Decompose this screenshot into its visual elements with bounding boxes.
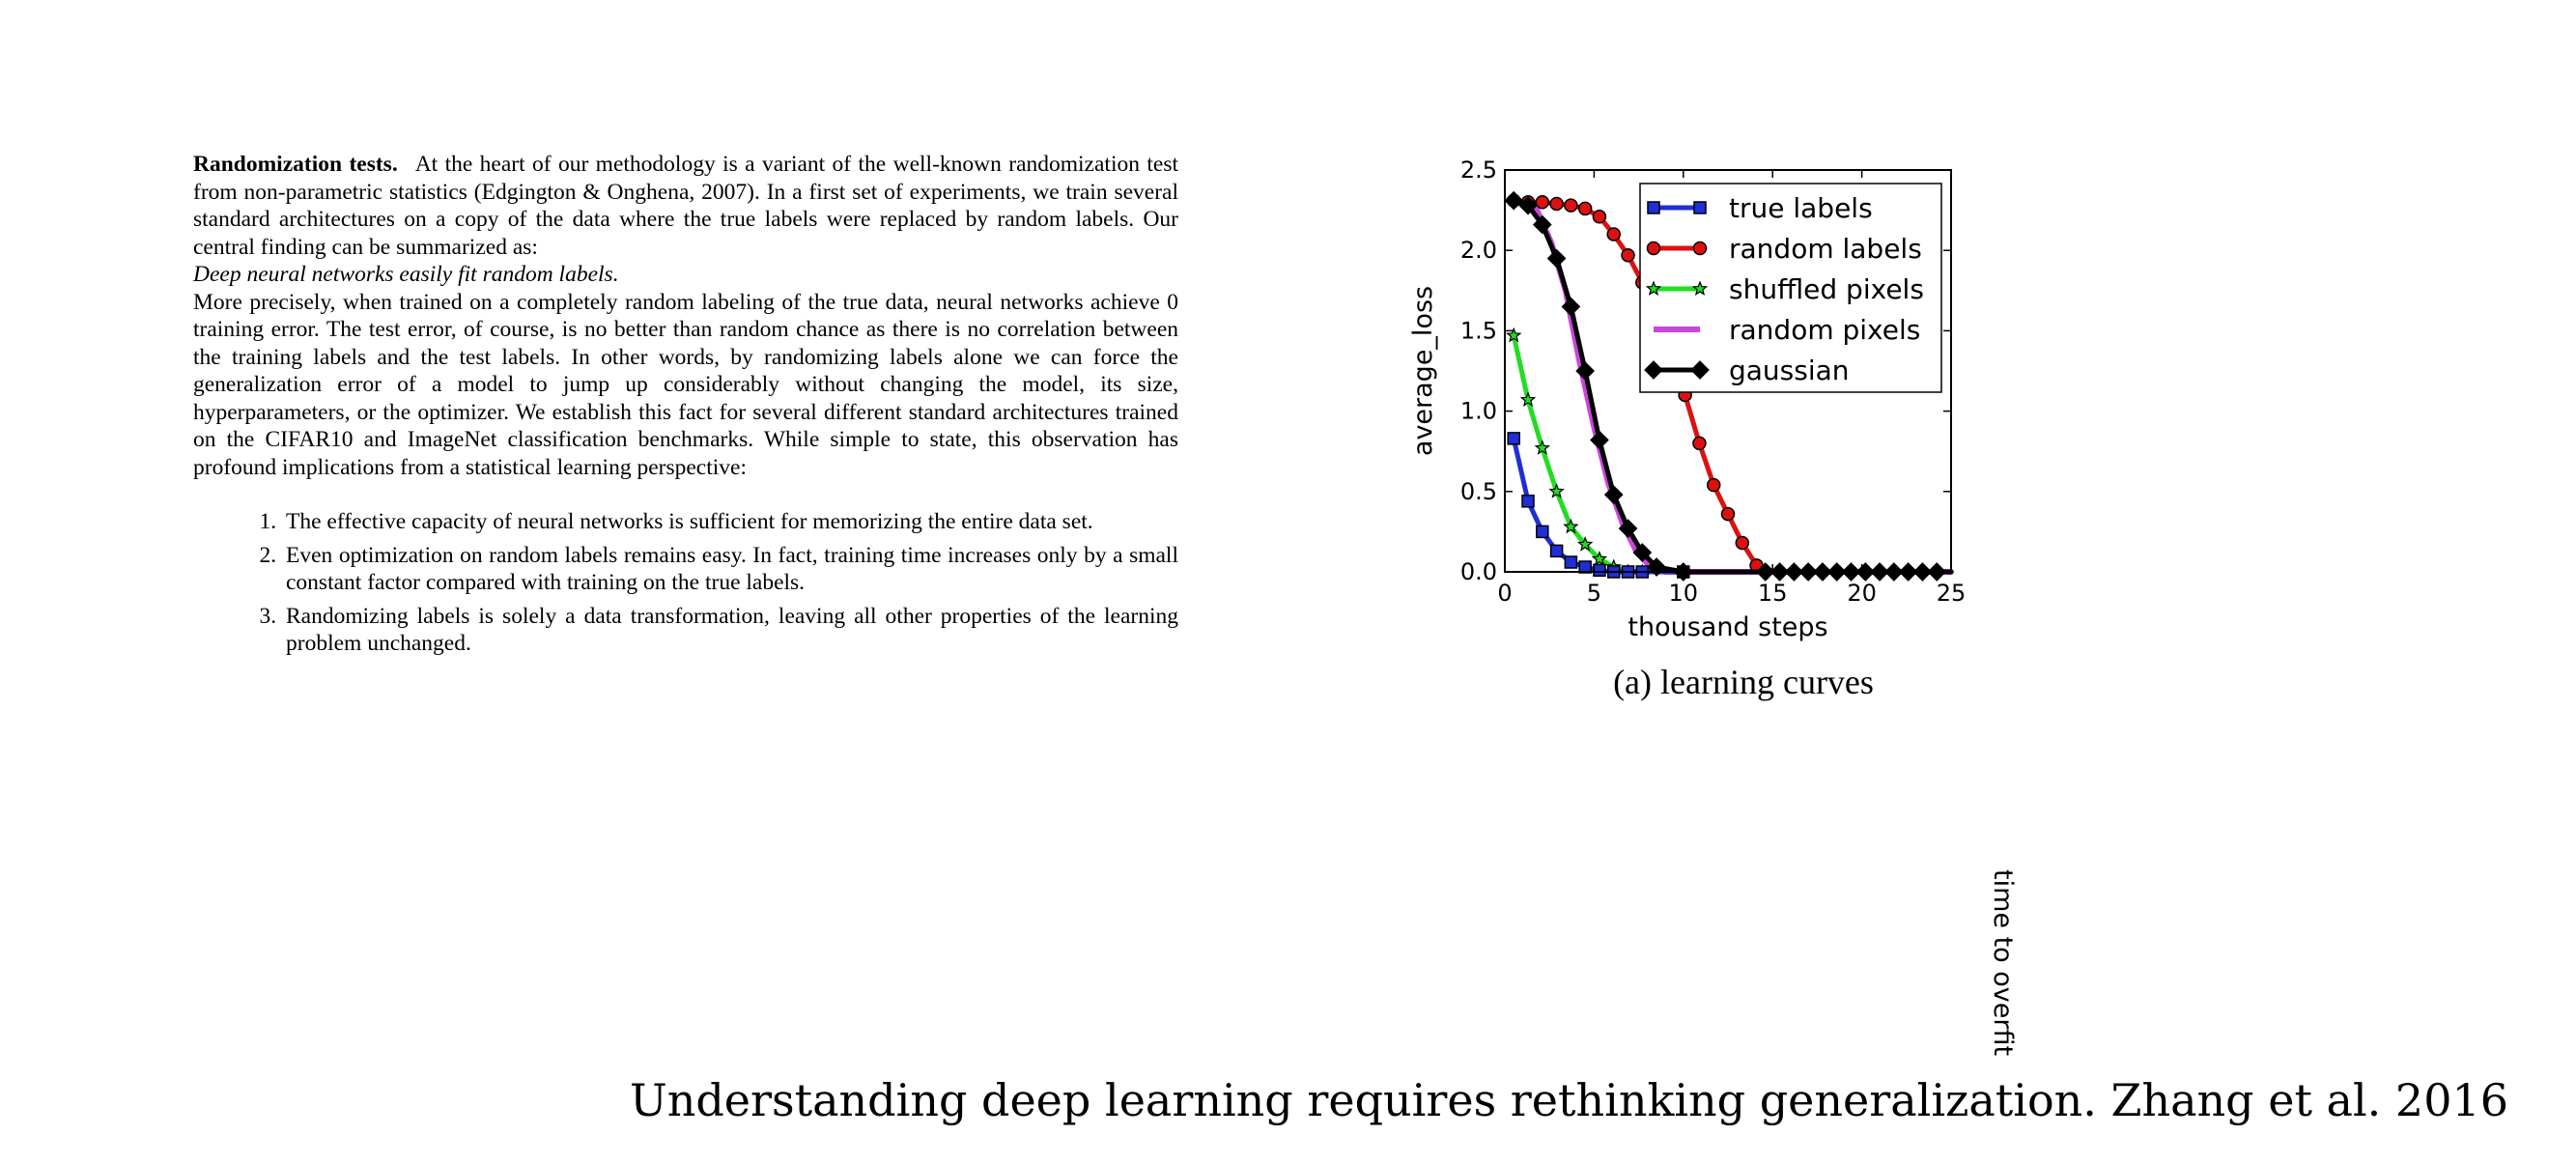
citation-footer: Understanding deep learning requires rethinking generalization. Zhang et al. 2016 bbox=[629, 1074, 2508, 1126]
y-tick-label: 1.5 bbox=[1459, 317, 1497, 345]
y-axis-title: average_loss bbox=[1408, 285, 1438, 457]
marker-shape bbox=[1694, 242, 1707, 255]
x-tick-label: 0 bbox=[1497, 580, 1513, 607]
data-point-random-labels bbox=[1550, 197, 1563, 210]
legend-label-random-pixels: random pixels bbox=[1729, 314, 1921, 346]
learning-curves-figure bbox=[1391, 145, 2067, 1057]
legend-marker-true-labels bbox=[1694, 202, 1706, 213]
legend-marker-random-labels bbox=[1648, 242, 1660, 255]
marker-shape bbox=[1648, 202, 1659, 213]
legend-label-shuffled-pixels: shuffled pixels bbox=[1729, 273, 1924, 305]
y-tick-label: 1.0 bbox=[1459, 397, 1497, 425]
x-axis-title: thousand steps bbox=[1628, 612, 1828, 642]
data-point-random-labels bbox=[1708, 479, 1720, 492]
marker-shape bbox=[1550, 197, 1563, 210]
marker-shape bbox=[1536, 196, 1548, 209]
data-point-random-labels bbox=[1622, 249, 1634, 262]
paper-text-column bbox=[193, 151, 1178, 664]
marker-shape bbox=[1548, 250, 1566, 268]
x-tick-label: 15 bbox=[1757, 580, 1788, 607]
x-tick-label: 20 bbox=[1847, 580, 1877, 607]
marker-shape bbox=[1708, 479, 1720, 492]
legend-marker-true-labels bbox=[1648, 202, 1659, 213]
marker-shape bbox=[1736, 537, 1748, 550]
x-tick-label: 25 bbox=[1936, 580, 1967, 607]
marker-shape bbox=[1607, 228, 1620, 241]
marker-shape bbox=[1565, 556, 1576, 568]
marker-shape bbox=[1594, 564, 1605, 576]
data-point-true-labels bbox=[1551, 545, 1563, 556]
x-tick-label: 10 bbox=[1668, 580, 1699, 607]
data-point-random-labels bbox=[1536, 196, 1548, 209]
marker-shape bbox=[1508, 433, 1519, 444]
y-tick-label: 2.0 bbox=[1459, 237, 1497, 265]
marker-shape bbox=[1522, 496, 1534, 507]
marker-shape bbox=[1579, 202, 1592, 214]
marker-shape bbox=[1722, 508, 1735, 521]
intro-paragraph bbox=[193, 151, 1178, 261]
x-tick-label: 5 bbox=[1586, 580, 1602, 607]
clipped-axis-label: time to overfit bbox=[1988, 869, 2018, 1057]
legend-label-random-labels: random labels bbox=[1729, 233, 1922, 265]
legend-marker-random-labels bbox=[1694, 242, 1707, 255]
data-point-true-labels bbox=[1565, 556, 1576, 568]
y-tick-label: 0.0 bbox=[1459, 558, 1497, 585]
marker-shape bbox=[1648, 242, 1660, 255]
data-point-true-labels bbox=[1508, 433, 1519, 444]
list-item: 3. Randomizing labels is solely a data transformation, leaving all other properties of the learning problem unchanged. bbox=[282, 603, 1178, 658]
intro-text: At the heart of our methodology is a variant of the well-known randomization test from non-parametric statistics (Edgington & Onghena, 2007). In a first set of experiments, we train several standard architectures on a copy of the data where the true labels were replaced by random labels. Our central finding can be summarized as: bbox=[193, 152, 1178, 260]
data-point-random-labels bbox=[1607, 228, 1620, 241]
data-point-random-labels bbox=[1579, 202, 1592, 214]
y-tick-label: 2.5 bbox=[1459, 156, 1497, 184]
data-point-gaussian bbox=[1548, 250, 1566, 268]
y-tick-label: 0.5 bbox=[1459, 477, 1497, 505]
implications-list bbox=[193, 508, 1178, 658]
list-item: 1. The effective capacity of neural networks is sufficient for memorizing the entire data set. bbox=[282, 508, 1178, 536]
data-point-random-labels bbox=[1593, 211, 1605, 223]
marker-shape bbox=[1693, 437, 1706, 449]
data-point-random-labels bbox=[1565, 199, 1577, 212]
legend bbox=[1640, 184, 1941, 392]
marker-shape bbox=[1694, 202, 1706, 213]
marker-shape bbox=[1622, 249, 1634, 262]
series-line-true-labels bbox=[1514, 439, 1951, 572]
marker-shape bbox=[1537, 525, 1548, 537]
central-claim: Deep neural networks easily fit random labels. bbox=[193, 262, 619, 287]
data-point-random-labels bbox=[1722, 508, 1735, 521]
legend-label-true-labels: true labels bbox=[1729, 192, 1873, 224]
data-point-random-labels bbox=[1736, 537, 1748, 550]
marker-shape bbox=[1593, 211, 1605, 223]
marker-shape bbox=[1565, 199, 1577, 212]
data-point-true-labels bbox=[1522, 496, 1534, 507]
data-point-true-labels bbox=[1537, 525, 1548, 537]
section-heading: Randomization tests. bbox=[193, 152, 398, 177]
marker-shape bbox=[1551, 545, 1563, 556]
figure-caption: (a) learning curves bbox=[1613, 663, 1874, 701]
list-item: 2. Even optimization on random labels remains easy. In fact, training time increases only by a small constant factor compared with training on the true labels. bbox=[282, 542, 1178, 597]
body-paragraph: More precisely, when trained on a completely random labeling of the true data, neural networks achieve 0 training error. The test error, of course, is no better than random chance as there is no correlation between the training labels and the test labels. In other words, by randomizing labels alone we can force the generalization error of a model to jump up considerably without changing the model, its size, hyperparameters, or the optimizer. We establish this fact for several different standard architectures trained on the CIFAR10 and ImageNet classification benchmarks. While simple to state, this observation has profound implications from a statistical learning perspective: bbox=[193, 289, 1178, 480]
data-point-true-labels bbox=[1594, 564, 1605, 576]
data-point-random-labels bbox=[1693, 437, 1706, 449]
legend-label-gaussian: gaussian bbox=[1729, 355, 1850, 386]
